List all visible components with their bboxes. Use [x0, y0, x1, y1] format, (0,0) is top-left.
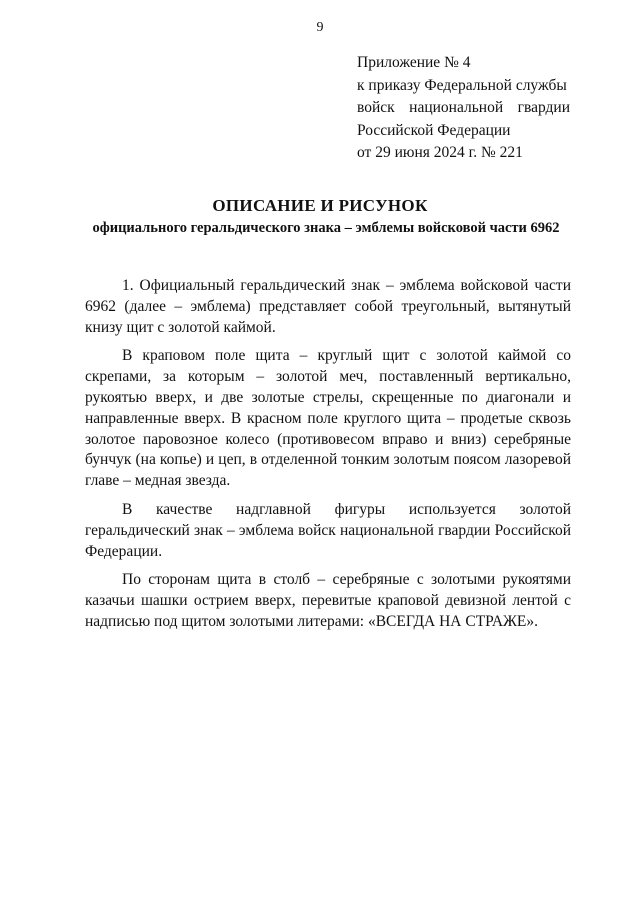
appendix-date: от 29 июня 2024 г. № 221 — [357, 144, 523, 161]
appendix-block — [357, 52, 570, 165]
appendix-agency: войск национальной гвардии — [357, 99, 570, 116]
document-title: ОПИСАНИЕ И РИСУНОК — [212, 196, 428, 215]
document-subtitle: официального геральдического знака – эмблемы войсковой части 6962 — [92, 220, 560, 236]
document-body — [85, 276, 571, 641]
paragraph-3: В качестве надглавной фигуры используется золотой геральдический знак – эмблема войск национальной гвардии Российской Федерации. — [85, 500, 571, 560]
paragraph-4: По сторонам щита в столб – серебряные с золотыми рукоятями казачьи шашки острием вверх, перевитые краповой девизной лентой с надписью под щитом золотыми литерами: «ВСЕГДА НА СТРАЖЕ». — [85, 571, 571, 630]
appendix-number: Приложение № 4 — [357, 54, 471, 71]
page-number: 9 — [316, 20, 324, 35]
paragraph-2: В краповом поле щита – круглый щит с золотой каймой со скрепами, за которым – золотой меч, поставленный вертикально, рукоятью вверх, и две золотые стрелы, скрещенные по диагонали и направленные вверх. В красном поле круглого щита – продетые сквозь золотое паровозное колесо (противовесом вправо и вниз) серебряные бунчук (на копье) и цеп, в отделенной тонким золотым поясом лазоревой главе – медная звезда. — [85, 347, 571, 490]
appendix-country: Российской Федерации — [357, 121, 511, 139]
paragraph-1: 1. Официальный геральдический знак – эмблема войсковой части 6962 (далее – эмблема) представляет собой треугольный, вытянутый книзу щит с золотой каймой. — [85, 277, 571, 336]
appendix-order-ref: к приказу Федеральной службы — [357, 76, 567, 94]
